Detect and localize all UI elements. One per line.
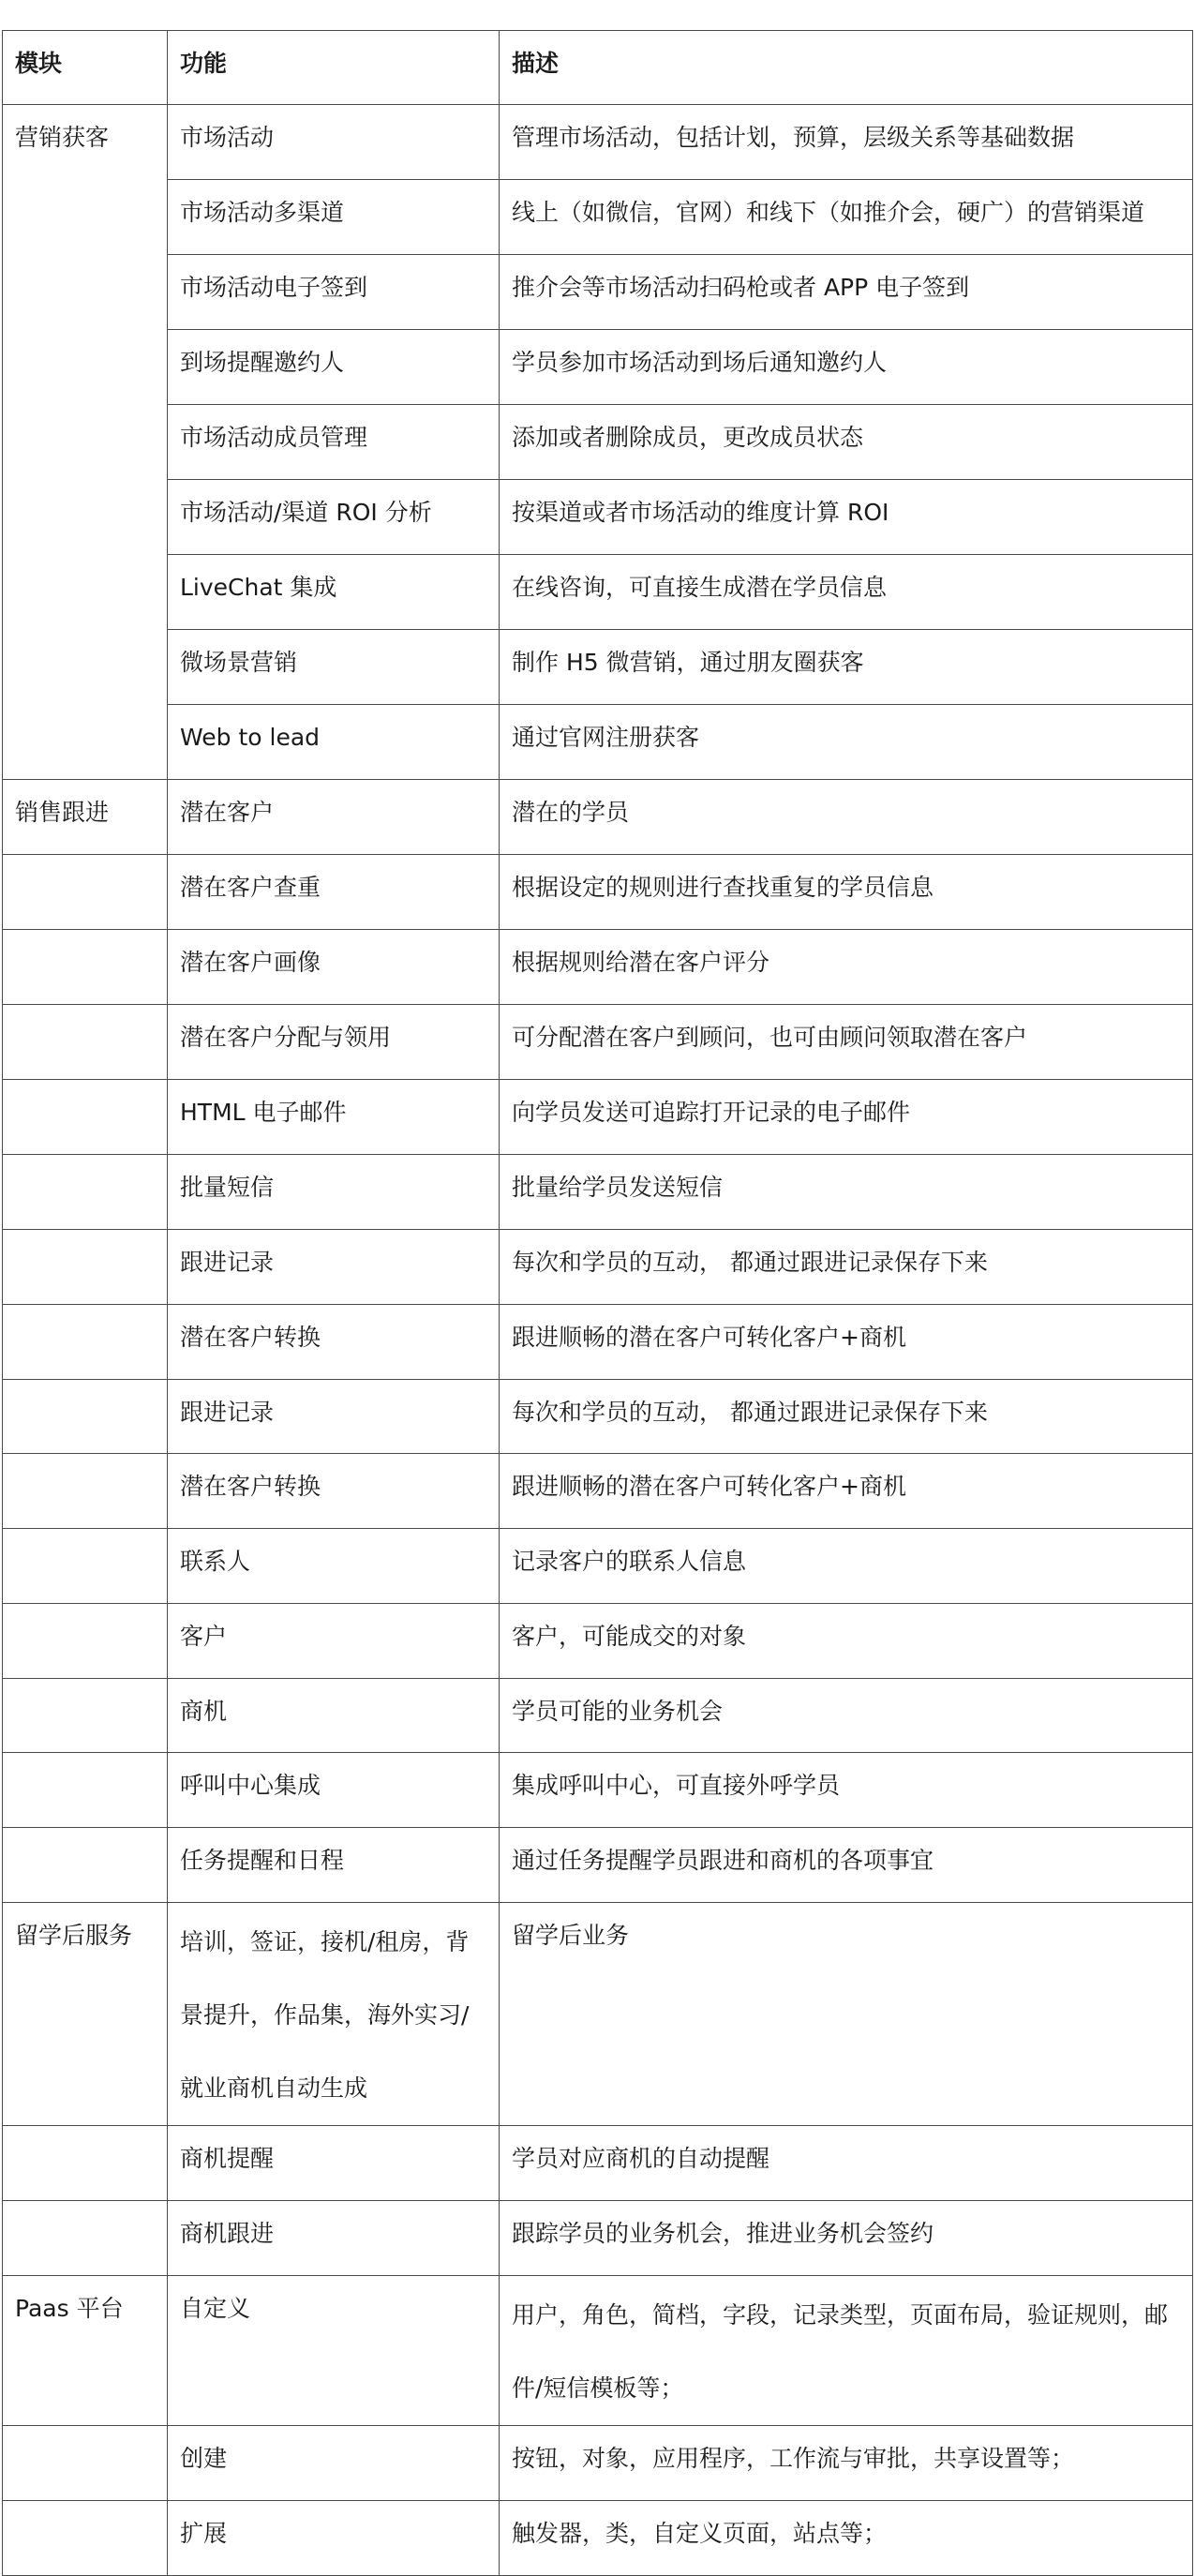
table-row xyxy=(3,705,1193,780)
table-row xyxy=(3,1903,1193,2126)
table-row xyxy=(3,1753,1193,1828)
function-cell: 微场景营销 xyxy=(168,630,500,705)
function-cell: 创建 xyxy=(168,2426,500,2501)
function-cell: 商机提醒 xyxy=(168,2126,500,2201)
table-row xyxy=(3,255,1193,330)
function-cell: 市场活动多渠道 xyxy=(168,180,500,255)
function-cell: 市场活动成员管理 xyxy=(168,405,500,480)
table-row xyxy=(3,1828,1193,1903)
description-cell: 按渠道或者市场活动的维度计算 ROI xyxy=(500,480,1193,555)
table-row xyxy=(3,180,1193,255)
function-cell: 到场提醒邀约人 xyxy=(168,330,500,405)
table-row xyxy=(3,1305,1193,1380)
function-cell: 潜在客户分配与领用 xyxy=(168,1005,500,1080)
function-cell: 潜在客户查重 xyxy=(168,855,500,930)
table-row xyxy=(3,330,1193,405)
description-cell: 在线咨询，可直接生成潜在学员信息 xyxy=(500,555,1193,630)
description-cell: 按钮，对象，应用程序，工作流与审批，共享设置等； xyxy=(500,2426,1193,2501)
table-row xyxy=(3,2201,1193,2276)
module-cell xyxy=(3,2501,168,2576)
module-cell xyxy=(3,1380,168,1454)
description-cell: 通过官网注册获客 xyxy=(500,705,1193,780)
description-cell: 线上（如微信，官网）和线下（如推介会，硬广）的营销渠道 xyxy=(500,180,1193,255)
table-row xyxy=(3,1380,1193,1454)
table-row xyxy=(3,1080,1193,1155)
function-cell: 批量短信 xyxy=(168,1155,500,1230)
table-row xyxy=(3,780,1193,855)
table-row xyxy=(3,855,1193,930)
module-cell: 销售跟进 xyxy=(3,780,168,855)
feature-table xyxy=(2,30,1193,2576)
function-cell: 培训，签证，接机/租房，背景提升，作品集，海外实习/就业商机自动生成 xyxy=(168,1903,500,2126)
description-cell: 制作 H5 微营销，通过朋友圈获客 xyxy=(500,630,1193,705)
module-cell xyxy=(3,1679,168,1753)
header-module: 模块 xyxy=(3,31,168,105)
function-cell: 潜在客户转换 xyxy=(168,1454,500,1529)
description-cell: 触发器，类，自定义页面，站点等； xyxy=(500,2501,1193,2576)
table-header-row xyxy=(3,31,1193,105)
function-cell: 潜在客户 xyxy=(168,780,500,855)
module-cell xyxy=(3,2126,168,2201)
module-cell xyxy=(3,1230,168,1305)
description-cell: 推介会等市场活动扫码枪或者 APP 电子签到 xyxy=(500,255,1193,330)
description-cell: 学员可能的业务机会 xyxy=(500,1679,1193,1753)
module-cell xyxy=(3,2201,168,2276)
table-row xyxy=(3,555,1193,630)
module-cell: Paas 平台 xyxy=(3,2276,168,2426)
table-row xyxy=(3,930,1193,1005)
function-cell: 潜在客户转换 xyxy=(168,1305,500,1380)
function-cell: 跟进记录 xyxy=(168,1380,500,1454)
function-cell: HTML 电子邮件 xyxy=(168,1080,500,1155)
function-cell: Web to lead xyxy=(168,705,500,780)
module-cell xyxy=(3,1155,168,1230)
description-cell: 管理市场活动，包括计划，预算，层级关系等基础数据 xyxy=(500,105,1193,180)
feature-table-container xyxy=(2,30,1192,2576)
description-cell: 批量给学员发送短信 xyxy=(500,1155,1193,1230)
table-row xyxy=(3,405,1193,480)
table-row xyxy=(3,480,1193,555)
module-cell xyxy=(3,1305,168,1380)
description-cell: 根据设定的规则进行查找重复的学员信息 xyxy=(500,855,1193,930)
function-cell: 跟进记录 xyxy=(168,1230,500,1305)
table-row xyxy=(3,1529,1193,1604)
module-cell: 营销获客 xyxy=(3,105,168,780)
table-row xyxy=(3,2126,1193,2201)
module-cell xyxy=(3,1753,168,1828)
module-cell xyxy=(3,1454,168,1529)
table-row xyxy=(3,1454,1193,1529)
module-cell xyxy=(3,2426,168,2501)
module-cell xyxy=(3,855,168,930)
table-row xyxy=(3,1155,1193,1230)
description-cell: 留学后业务 xyxy=(500,1903,1193,2126)
table-row xyxy=(3,1005,1193,1080)
module-cell xyxy=(3,930,168,1005)
header-function: 功能 xyxy=(168,31,500,105)
description-cell: 每次和学员的互动， 都通过跟进记录保存下来 xyxy=(500,1230,1193,1305)
description-cell: 通过任务提醒学员跟进和商机的各项事宜 xyxy=(500,1828,1193,1903)
module-cell xyxy=(3,1529,168,1604)
function-cell: 自定义 xyxy=(168,2276,500,2426)
function-cell: 市场活动电子签到 xyxy=(168,255,500,330)
description-cell: 跟踪学员的业务机会，推进业务机会签约 xyxy=(500,2201,1193,2276)
table-row xyxy=(3,630,1193,705)
module-cell: 留学后服务 xyxy=(3,1903,168,2126)
description-cell: 客户，可能成交的对象 xyxy=(500,1604,1193,1679)
function-cell: 市场活动/渠道 ROI 分析 xyxy=(168,480,500,555)
description-cell: 可分配潜在客户到顾问，也可由顾问领取潜在客户 xyxy=(500,1005,1193,1080)
module-cell xyxy=(3,1005,168,1080)
function-cell: 潜在客户画像 xyxy=(168,930,500,1005)
module-cell xyxy=(3,1080,168,1155)
function-cell: 商机跟进 xyxy=(168,2201,500,2276)
function-cell: 客户 xyxy=(168,1604,500,1679)
function-cell: 联系人 xyxy=(168,1529,500,1604)
description-cell: 潜在的学员 xyxy=(500,780,1193,855)
module-cell xyxy=(3,1828,168,1903)
description-cell: 添加或者删除成员，更改成员状态 xyxy=(500,405,1193,480)
header-description: 描述 xyxy=(500,31,1193,105)
description-cell: 向学员发送可追踪打开记录的电子邮件 xyxy=(500,1080,1193,1155)
description-cell: 记录客户的联系人信息 xyxy=(500,1529,1193,1604)
table-row xyxy=(3,1604,1193,1679)
description-cell: 根据规则给潜在客户评分 xyxy=(500,930,1193,1005)
function-cell: LiveChat 集成 xyxy=(168,555,500,630)
function-cell: 商机 xyxy=(168,1679,500,1753)
description-cell: 跟进顺畅的潜在客户可转化客户+商机 xyxy=(500,1305,1193,1380)
table-row xyxy=(3,2501,1193,2576)
table-row xyxy=(3,1230,1193,1305)
function-cell: 扩展 xyxy=(168,2501,500,2576)
description-cell: 学员对应商机的自动提醒 xyxy=(500,2126,1193,2201)
description-cell: 每次和学员的互动， 都通过跟进记录保存下来 xyxy=(500,1380,1193,1454)
function-cell: 市场活动 xyxy=(168,105,500,180)
function-cell: 呼叫中心集成 xyxy=(168,1753,500,1828)
description-cell: 学员参加市场活动到场后通知邀约人 xyxy=(500,330,1193,405)
module-cell xyxy=(3,1604,168,1679)
table-row xyxy=(3,105,1193,180)
table-row xyxy=(3,2276,1193,2426)
description-cell: 跟进顺畅的潜在客户可转化客户+商机 xyxy=(500,1454,1193,1529)
description-cell: 用户，角色，简档，字段，记录类型，页面布局，验证规则，邮件/短信模板等； xyxy=(500,2276,1193,2426)
function-cell: 任务提醒和日程 xyxy=(168,1828,500,1903)
table-row xyxy=(3,2426,1193,2501)
description-cell: 集成呼叫中心，可直接外呼学员 xyxy=(500,1753,1193,1828)
table-row xyxy=(3,1679,1193,1753)
